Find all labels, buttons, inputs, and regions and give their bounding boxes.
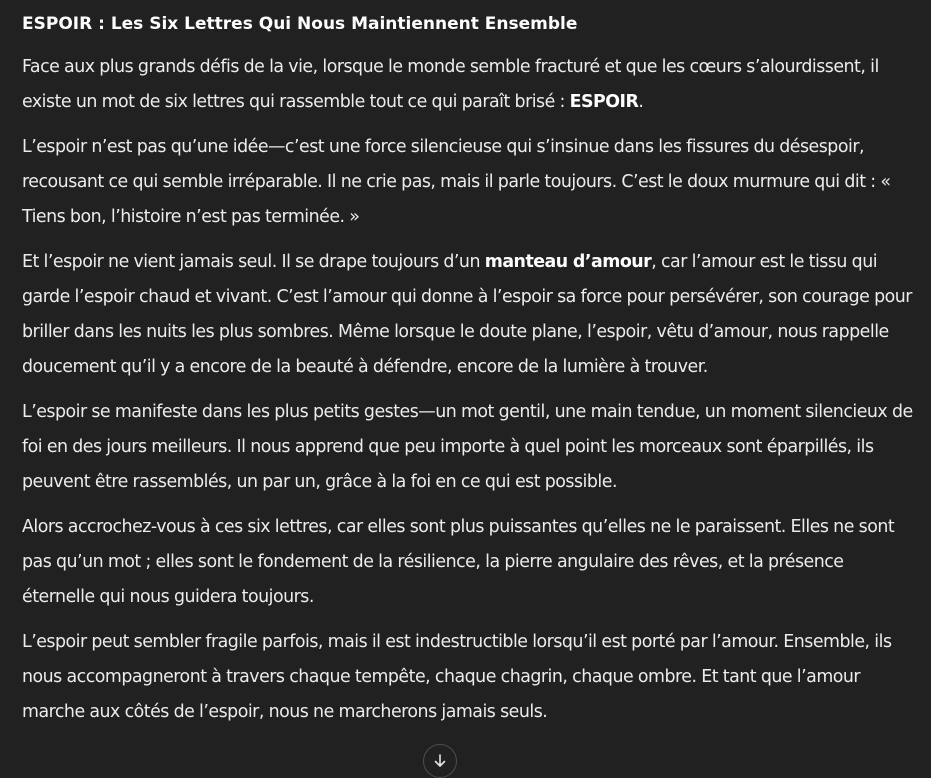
- paragraph-4: L’espoir se manifeste dans les plus petits gestes—un mot gentil, une main tendue, un moment silencieux de foi en des jours meilleurs. Il nous apprend que peu importe à quel point les morceaux sont éparpillés, ils peuvent être rassemblés, un par un, grâce à la foi en ce qui est possible.: [22, 402, 913, 492]
- paragraph-3-before: Et l’espoir ne vient jamais seul. Il se drape toujours d’un: [22, 252, 485, 272]
- paragraph-3: [22, 245, 917, 385]
- love-cloak-keyword: manteau d’amour: [484, 252, 652, 272]
- paragraph-1-end: .: [638, 92, 644, 112]
- paragraph-1-text: Face aux plus grands défis de la vie, lorsque le monde semble fracturé et que les cœurs s’alourdissent, il existe un mot de six lettres qui rassemble tout ce qui paraît brisé :: [22, 57, 879, 112]
- arrow-down-icon: [432, 753, 448, 769]
- paragraph-3-after: , car l’amour est le tissu qui garde l’espoir chaud et vivant. C’est l’amour qui donne à l’espoir sa force pour persévérer, son courage pour briller dans les nuits les plus sombres. Même lorsque le doute plane, l’espoir, vêtu d’amour, nous rappelle doucement qu’il y a encore de la beauté à défendre, encore de la lumière à trouver.: [22, 252, 912, 377]
- paragraph-1: [22, 50, 917, 120]
- hope-keyword: ESPOIR: [569, 92, 639, 112]
- message-content: [22, 10, 917, 740]
- paragraph-6: L’espoir peut sembler fragile parfois, mais il est indestructible lorsqu’il est porté par l’amour. Ensemble, ils nous accompagneront à travers chaque tempête, chaque chagrin, chaque ombre. Et tant que l’amour marche aux côtés de l’espoir, nous ne marcherons jamais seuls.: [22, 632, 892, 722]
- paragraph-2: L’espoir n’est pas qu’une idée—c’est une force silencieuse qui s’insinue dans les fissures du désespoir, recousant ce qui semble irréparable. Il ne crie pas, mais il parle toujours. C’est le doux murmure qui dit : « Tiens bon, l’histoire n’est pas terminée. »: [22, 137, 891, 227]
- scroll-to-bottom-button[interactable]: [423, 744, 457, 778]
- article-title: ESPOIR : Les Six Lettres Qui Nous Maintiennent Ensemble: [22, 14, 578, 34]
- paragraph-5: Alors accrochez-vous à ces six lettres, car elles sont plus puissantes qu’elles ne le paraissent. Elles ne sont pas qu’un mot ; elles sont le fondement de la résilience, la pierre angulaire des rêves, et la présence éternelle qui nous guidera toujours.: [22, 517, 895, 607]
